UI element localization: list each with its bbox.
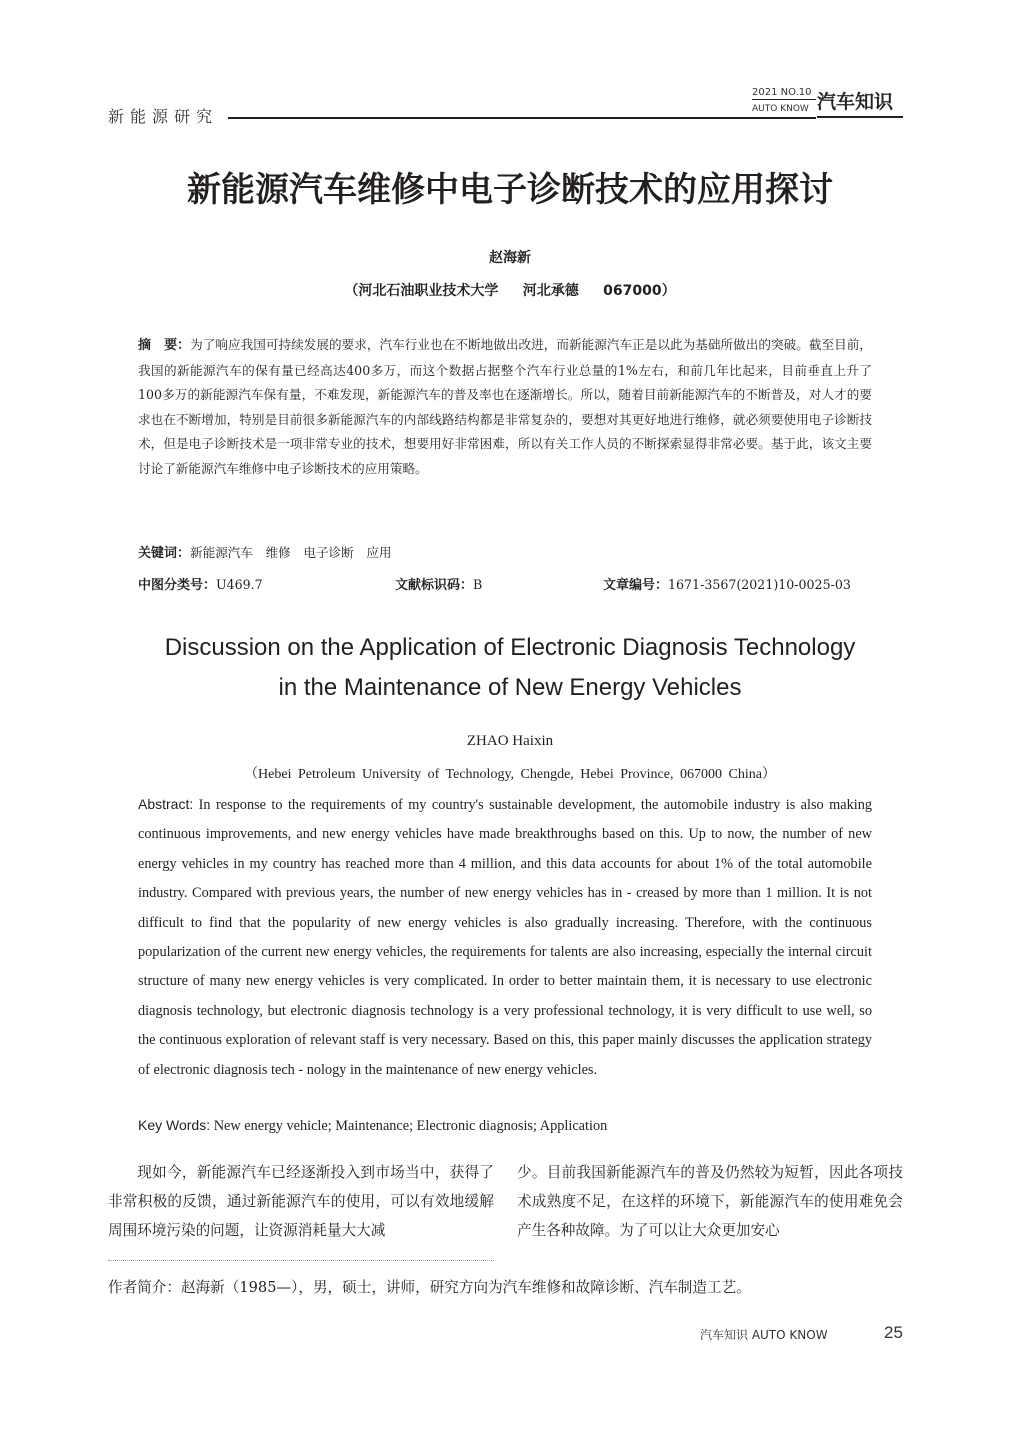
issue-number: 2021 NO.10 xyxy=(752,87,812,98)
keywords-en-label: Key Words: xyxy=(138,1117,211,1133)
keywords-cn xyxy=(138,542,872,561)
author-bio-footnote: 作者简介：赵海新（1985—），男，硕士，讲师，研究方向为汽车维修和故障诊断、汽车制造工艺。 xyxy=(108,1279,751,1296)
paper-title-en-line1: Discussion on the Application of Electronic Diagnosis Technology xyxy=(164,634,856,661)
magazine-name-cn: 汽车知识 xyxy=(817,88,903,118)
abstract-en-text: In response to the requirements of my country's sustainable development, the automobile industry is also making continuous improvements, and new energy vehicles have made breakthroughs based on this. Up to now, the number of new energy vehicles in my country has reached more than 4 million, and this data accounts for about 1% of the total automobile industry. Compared with previous years, the number of new energy vehicles has in - creased by more than 1 million. It is not difficult to find that the popularity of new energy vehicles is also gradually increasing. Therefore, with the continuous popularization of the current new energy vehicles, the requirements for talents are also increasing, especially the internal circuit structure of many new energy vehicles is very complicated. In order to better maintain them, it is necessary to use electronic diagnosis technology, but electronic diagnosis technology is a very professional technology, it is very difficult to use well, so the continuous exploration of relevant staff is very necessary. Based on this, this paper mainly discusses the application strategy of electronic diagnosis tech - nology in the maintenance of new energy vehicles. xyxy=(138,797,872,1078)
document-code xyxy=(395,574,482,593)
article-no-label: 文章编号： xyxy=(603,578,669,593)
author-en: ZHAO Haixin xyxy=(466,733,554,749)
page-number: 25 xyxy=(884,1323,903,1342)
keywords-cn-text: 新能源汽车 维修 电子诊断 应用 xyxy=(190,545,392,560)
clc-value: U469.7 xyxy=(216,577,263,592)
body-text-right-column: 少。目前我国新能源汽车的普及仍然较为短暂，因此各项技术成熟度不足，在这样的环境下，新能源汽车的使用难免会产生各种故障。为了可以让大众更加安心 xyxy=(517,1164,903,1239)
article-no-value: 1671-3567(2021)10-0025-03 xyxy=(668,577,851,592)
affiliation-cn: （河北石油职业技术大学 河北承德 067000） xyxy=(344,283,676,299)
magazine-name-en: AUTO KNOW xyxy=(752,104,809,114)
abstract-en-label: Abstract: xyxy=(138,796,194,812)
section-label: 新能源研究 xyxy=(108,107,219,126)
paper-title-cn: 新能源汽车维修中电子诊断技术的应用探讨 xyxy=(187,170,833,210)
doc-code-value: B xyxy=(473,577,483,592)
footnote-divider xyxy=(108,1260,494,1261)
body-text-left-column: 现如今，新能源汽车已经逐渐投入到市场当中，获得了非常积极的反馈，通过新能源汽车的使用，可以有效地缓解周围环境污染的问题，让资源消耗量大大减 xyxy=(108,1164,494,1239)
abstract-cn xyxy=(138,333,872,482)
keywords-en xyxy=(138,1117,878,1135)
footer-magazine-name: 汽车知识 AUTO KNOW xyxy=(700,1328,828,1342)
article-number xyxy=(603,574,851,593)
abstract-cn-label: 摘 要： xyxy=(138,338,191,353)
affiliation-en: （Hebei Petroleum University of Technology, Chengde, Hebei Province, 067000 China） xyxy=(244,767,776,782)
paper-title-en xyxy=(0,628,1020,708)
issue-divider xyxy=(752,99,816,100)
doc-code-label: 文献标识码： xyxy=(395,578,474,593)
keywords-en-text: New energy vehicle; Maintenance; Electronic diagnosis; Application xyxy=(213,1118,608,1134)
clc-number xyxy=(138,574,263,593)
paper-title-en-line2: in the Maintenance of New Energy Vehicles xyxy=(278,674,742,701)
clc-label: 中图分类号： xyxy=(138,578,217,593)
header-rule xyxy=(228,117,816,119)
abstract-en xyxy=(138,790,872,1085)
abstract-cn-text: 为了响应我国可持续发展的要求，汽车行业也在不断地做出改进，而新能源汽车正是以此为基础所做出的突破。截至目前，我国的新能源汽车的保有量已经高达400多万，而这个数据占据整个汽车行业总量的1%左右，和前几年比起来，目前垂直上升了100多万的新能源汽车保有量，不难发现，新能源汽车的普及率也在逐渐增长。所以，随着目前新能源汽车的不断普及，对人才的要求也在不断增加，特别是目前很多新能源汽车的内部线路结构都是非常复杂的，要想对其更好地进行维修，就必须要使用电子诊断技术，但是电子诊断技术是一项非常专业的技术，想要用好非常困难，所以有关工作人员的不断探索显得非常必要。基于此，该文主要讨论了新能源汽车维修中电子诊断技术的应用策略。 xyxy=(138,337,872,476)
author-cn: 赵海新 xyxy=(489,250,531,266)
keywords-cn-label: 关键词： xyxy=(138,546,191,561)
